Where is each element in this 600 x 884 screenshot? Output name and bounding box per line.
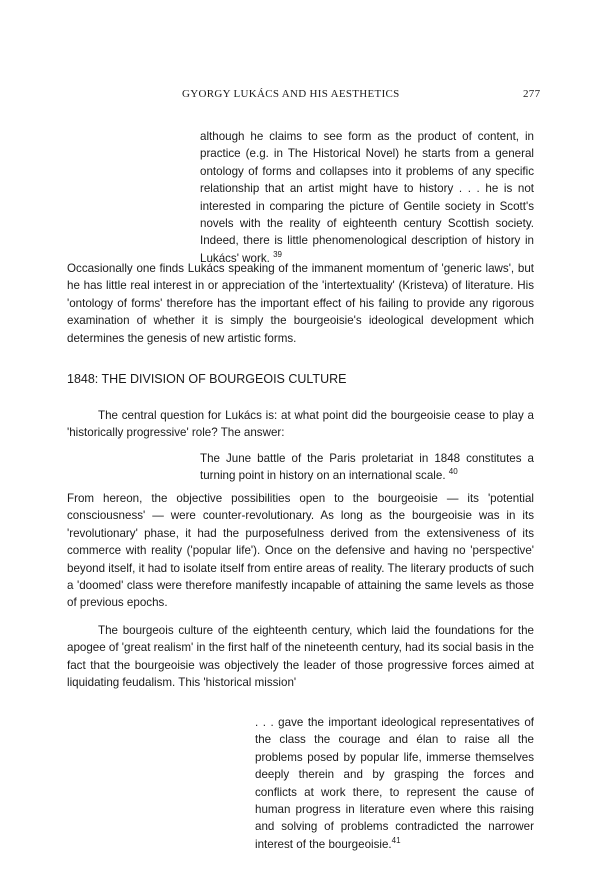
paragraph-text: Occasionally one finds Lukács speaking of the immanent momentum of 'generic laws', but he has little real interest in or appreciation of the 'intertextuality' (Kristeva) of literature. His 'ontology of forms' therefore has the important effect of his failing to provide any rigorous examination of whether it is simply the bourgeoisie's ideological development which determines the genesis of new artistic forms. <box>67 262 534 345</box>
block-quote-1 <box>200 128 534 267</box>
body-paragraph-3 <box>67 490 534 612</box>
book-title: The Historical Novel <box>287 147 396 161</box>
block-quote-text <box>200 128 534 267</box>
quote-text-part: although he claims to see form as the product of content, in practice (e.g. in <box>200 130 534 161</box>
page-number: 277 <box>523 88 541 100</box>
body-paragraph-4 <box>67 622 534 692</box>
block-quote-text <box>255 714 534 853</box>
block-quote-2 <box>200 450 534 485</box>
paragraph-text: The bourgeois culture of the eighteenth century, which laid the foundations for the apogee of 'great realism' in the first half of the nineteenth century, had its social basis in the fact that the bourgeoisie was objectively the leader of those progressive forces aimed at liquidating feudalism. This 'historical mission' <box>67 624 534 690</box>
running-title: GYORGY LUKÁCS AND HIS AESTHETICS <box>182 88 400 100</box>
footnote-marker: 39 <box>273 249 283 259</box>
footnote-marker: 41 <box>391 835 401 845</box>
section-heading: 1848: THE DIVISION OF BOURGEOIS CULTURE <box>67 372 347 386</box>
quote-text: The June battle of the Paris proletariat in 1848 constitutes a turning point in history on an international scale. <box>200 452 534 483</box>
body-paragraph-1 <box>67 260 534 347</box>
block-quote-text <box>200 450 534 485</box>
quote-text: . . . gave the important ideological representatives of the class the courage and élan to raise all the problems posed by popular life, immerse themselves deeply therein and by grasping the forces and conflicts at work there, to represent the cause of human progress in literature even where this raising and solving of problems contradicted the narrower interest of the bourgeoisie. <box>255 716 534 851</box>
quote-text-part: ) he starts from a general ontology of forms and collapses into it problems of any specific relationship that an artist might have to history . . . he is not interested in comparing the picture of Gentile society in Scott's novels with the reality of eighteenth century Scottish society. Indeed, there is little phenomenological description of history in Lukács' work. <box>200 147 534 265</box>
paragraph-text: From hereon, the objective possibilities open to the bourgeoisie — its 'potential consciousness' — were counter-revolutionary. As long as the bourgeoisie was in its 'revolutionary' phase, it had the purposefulness derived from the extensiveness of its commerce with reality ('popular life'). Once on the defensive and having no 'perspective' beyond itself, it had to isolate itself from entire areas of reality. The literary products of such a 'doomed' class were therefore manifestly incapable of attaining the same levels as those of previous epochs. <box>67 492 534 610</box>
paragraph-text: The central question for Lukács is: at what point did the bourgeoisie cease to play a 'historically progressive' role? The answer: <box>67 409 534 440</box>
block-quote-3 <box>255 714 534 853</box>
running-header <box>0 88 600 102</box>
body-paragraph-2 <box>67 407 534 442</box>
footnote-marker: 40 <box>448 467 458 477</box>
